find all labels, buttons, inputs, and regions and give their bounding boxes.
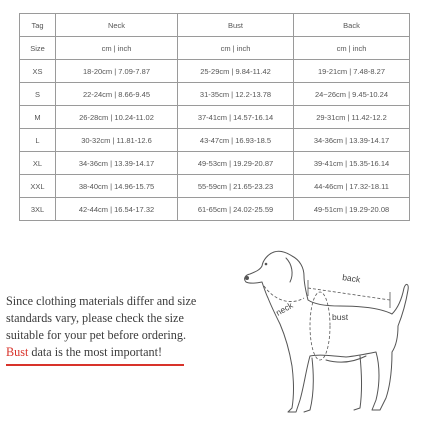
note-line-rest: data is the most important! — [28, 345, 163, 359]
size-cell: XS — [20, 60, 56, 83]
dog-nose — [245, 276, 249, 280]
neck-cell: 18-20cm | 7.09-7.87 — [56, 60, 178, 83]
header-back: Back — [294, 14, 410, 37]
header-bust: Bust — [178, 14, 294, 37]
units-neck: cm | inch — [56, 37, 178, 60]
bust-cell: 25-29cm | 9.84-11.42 — [178, 60, 294, 83]
size-cell: L — [20, 129, 56, 152]
header-neck: Neck — [56, 14, 178, 37]
back-cell: 49-51cm | 19.29-20.08 — [294, 198, 410, 221]
dog-front-leg — [304, 358, 313, 412]
back-cell: 24~26cm | 9.45-10.24 — [294, 83, 410, 106]
bust-cell: 37-41cm | 14.57-16.14 — [178, 106, 294, 129]
neck-cell: 26-28cm | 10.24-11.02 — [56, 106, 178, 129]
neck-cell: 42-44cm | 16.54-17.32 — [56, 198, 178, 221]
dog-measurement-diagram — [230, 236, 430, 426]
table-row — [20, 129, 410, 152]
header-tag: Tag — [20, 14, 56, 37]
neck-cell: 34-36cm | 13.39-14.17 — [56, 152, 178, 175]
table-row — [20, 106, 410, 129]
table-header-row — [20, 14, 410, 37]
bust-cell: 55-59cm | 21.65-23.23 — [178, 175, 294, 198]
back-measure-line — [308, 288, 390, 300]
dog-eye — [265, 263, 268, 266]
bust-cell: 49-53cm | 19.29-20.87 — [178, 152, 294, 175]
bust-highlight: Bust — [6, 345, 29, 359]
table-row — [20, 83, 410, 106]
size-chart-table — [19, 13, 410, 221]
back-cell: 29-31cm | 11.42-12.2 — [294, 106, 410, 129]
table-row — [20, 60, 410, 83]
back-cell: 39-41cm | 15.35-16.14 — [294, 152, 410, 175]
units-size: Size — [20, 37, 56, 60]
note-line-emphasis — [6, 344, 236, 361]
bust-cell: 31-35cm | 12.2-13.78 — [178, 83, 294, 106]
note-underline — [6, 364, 184, 366]
size-cell: XL — [20, 152, 56, 175]
dog-outline — [245, 251, 409, 412]
bust-cell: 43-47cm | 16.93-18.5 — [178, 129, 294, 152]
size-cell: S — [20, 83, 56, 106]
size-cell: XXL — [20, 175, 56, 198]
neck-cell: 38-40cm | 14.96-15.75 — [56, 175, 178, 198]
size-cell: M — [20, 106, 56, 129]
note-line: Since clothing materials differ and size — [6, 294, 197, 308]
table-row — [20, 175, 410, 198]
units-bust: cm | inch — [178, 37, 294, 60]
sizing-note — [6, 293, 236, 361]
neck-cell: 22-24cm | 8.66-9.45 — [56, 83, 178, 106]
back-cell: 34-36cm | 13.39-14.17 — [294, 129, 410, 152]
back-cell: 44-46cm | 17.32-18.11 — [294, 175, 410, 198]
table-row — [20, 198, 410, 221]
table-row — [20, 152, 410, 175]
units-row — [20, 37, 410, 60]
neck-measure-line — [264, 286, 304, 302]
note-line: standards vary, please check the size — [6, 311, 184, 325]
neck-cell: 30-32cm | 11.81-12.6 — [56, 129, 178, 152]
back-cell: 19-21cm | 7.48-8.27 — [294, 60, 410, 83]
units-back: cm | inch — [294, 37, 410, 60]
note-line: suitable for your pet before ordering. — [6, 328, 187, 342]
size-cell: 3XL — [20, 198, 56, 221]
dog-ear — [286, 258, 292, 282]
back-label: back — [341, 272, 361, 285]
bust-label: bust — [332, 312, 349, 322]
bust-cell: 61-65cm | 24.02-25.59 — [178, 198, 294, 221]
neck-label: neck — [274, 300, 295, 318]
dog-back-leg — [354, 356, 362, 410]
